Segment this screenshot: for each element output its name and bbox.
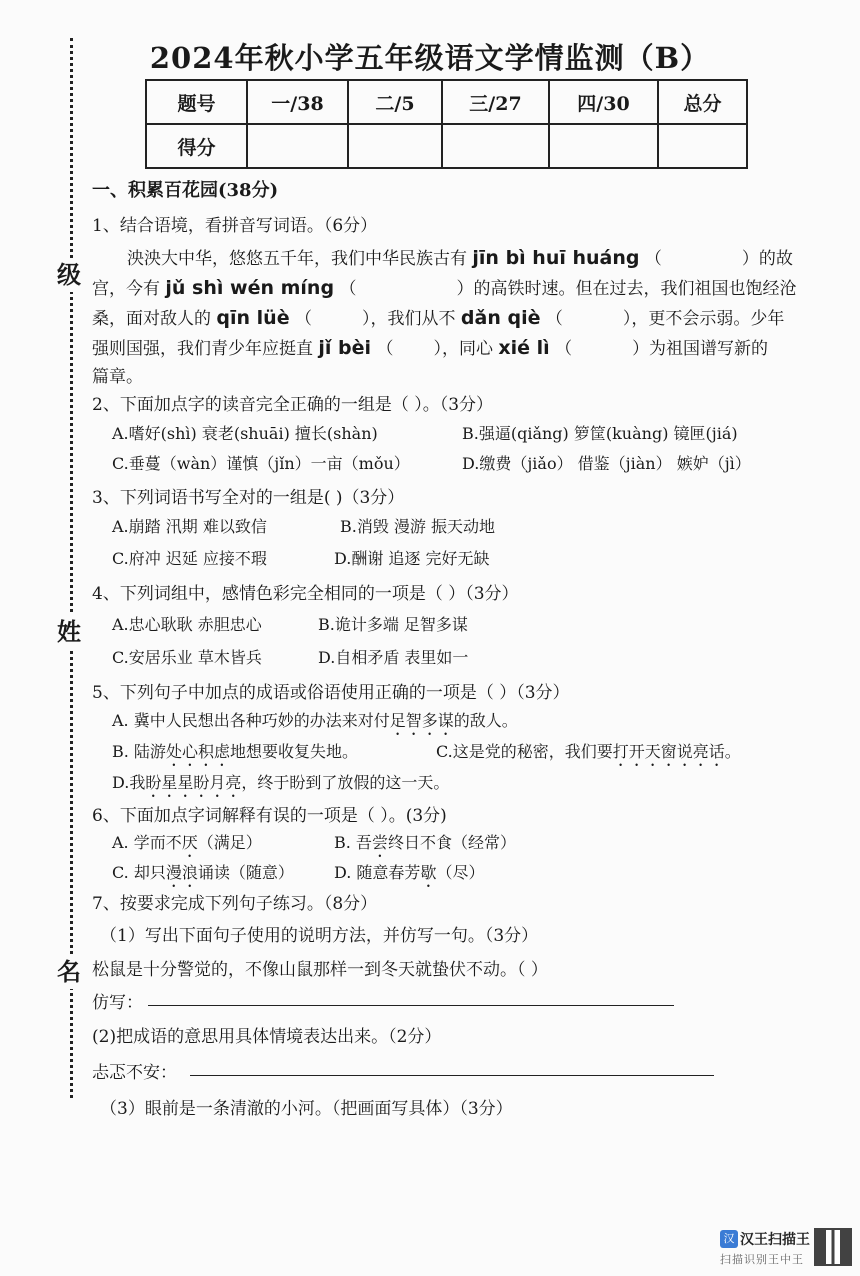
- q1-text: ），更不会示弱。少年: [622, 309, 785, 329]
- option-text: C.这是党的秘密，我们要: [436, 742, 613, 761]
- q7-part-1: （1）写出下面句子使用的说明方法，并仿写一句。（3分）: [100, 926, 539, 946]
- section-heading: 一、积累百花园(38分): [92, 180, 279, 201]
- q5-option-b: [112, 739, 358, 770]
- paren: （: [545, 309, 563, 329]
- dotted-phrase: 盼星星盼月亮: [145, 773, 242, 792]
- dotted-phrase: 足智多谋: [389, 711, 454, 730]
- scanner-brand: 汉王扫描王: [740, 1231, 810, 1248]
- page-title: 2024年秋小学五年级语文学情监测（B）: [149, 41, 711, 75]
- dotted-char: 歇: [420, 863, 437, 882]
- binding-dotted-line: [70, 38, 73, 1098]
- option-text: C. 却只: [112, 863, 166, 882]
- imitation-answer-line[interactable]: [148, 1005, 674, 1006]
- imitation-label: 仿写：: [92, 993, 143, 1013]
- option-text: D.我: [112, 773, 146, 792]
- paren: （: [644, 249, 662, 269]
- qr-code-icon: [814, 1228, 852, 1266]
- score-cell[interactable]: [348, 124, 442, 168]
- score-table-header-row: [146, 80, 747, 124]
- option-text: 终日不食（经常）: [387, 833, 516, 852]
- q7-part-3: （3）眼前是一条清澈的小河。（把画面写具体）（3分）: [100, 1099, 513, 1119]
- q6-option-a: [112, 830, 262, 861]
- q6-option-c: [112, 860, 294, 891]
- paren: （: [339, 279, 357, 299]
- q5-option-a: [112, 708, 518, 739]
- score-header-cell: 三/27: [442, 80, 549, 124]
- score-cell[interactable]: [247, 124, 348, 168]
- pinyin: jǔ shì wén míng: [165, 277, 335, 299]
- q1-text: 宫，今有: [92, 279, 160, 299]
- score-header-cell: 二/5: [348, 80, 442, 124]
- question-3-title: 3、下列词语书写全对的一组是( )（3分）: [92, 488, 405, 508]
- scanner-slogan: 扫描识别王中王: [720, 1252, 804, 1266]
- option-text: 地想要收复失地。: [229, 742, 358, 761]
- idiom-label: 忐忑不安：: [92, 1063, 177, 1083]
- dotted-char: 尝: [371, 833, 388, 852]
- margin-label-name: 名: [54, 955, 84, 989]
- score-header-cell: 题号: [146, 80, 247, 124]
- option-text: （尽）: [436, 863, 485, 882]
- score-header-cell: 四/30: [549, 80, 658, 124]
- q6-option-d: [334, 860, 484, 891]
- pinyin: xié lì: [498, 337, 550, 359]
- option-text: 的敌人。: [453, 711, 518, 730]
- score-header-cell: 总分: [658, 80, 747, 124]
- margin-label-surname: 姓: [54, 615, 84, 649]
- pinyin: jǐ bèi: [318, 337, 372, 359]
- q4-option-a: A.忠心耿耿 赤胆忠心: [112, 615, 262, 634]
- q5-option-c: [436, 739, 741, 770]
- q1-text: 强则国强，我们青少年应挺直: [92, 339, 313, 359]
- score-cell[interactable]: [442, 124, 549, 168]
- q1-line-1: [127, 244, 793, 269]
- score-row-label: 得分: [146, 124, 247, 168]
- idiom-answer-line[interactable]: [190, 1075, 714, 1076]
- q1-text: ）的故: [741, 249, 793, 269]
- q2-option-c: C.垂蔓（wàn）谨慎（jǐn）一亩（mǒu）: [112, 454, 410, 473]
- score-cell[interactable]: [658, 124, 747, 168]
- q7-sentence: 松鼠是十分警觉的，不像山鼠那样一到冬天就蛰伏不动。（ ）: [92, 960, 548, 980]
- pinyin: jīn bì huī huáng: [472, 247, 640, 269]
- question-7-title: 7、按要求完成下列句子练习。（8分）: [92, 894, 378, 914]
- option-text: 。: [724, 742, 741, 761]
- q4-option-b: B.诡计多端 足智多谋: [318, 615, 468, 634]
- q3-option-b: B.消毁 漫游 振天动地: [340, 517, 496, 536]
- option-text: （满足）: [197, 833, 262, 852]
- dotted-char: 漫浪: [165, 863, 198, 882]
- q5-option-d: [112, 770, 449, 801]
- score-table-score-row: [146, 124, 747, 168]
- q6-option-b: [334, 830, 516, 861]
- q1-line-3: [92, 304, 784, 329]
- q3-option-d: D.酬谢 追逐 完好无缺: [334, 549, 490, 568]
- q1-line-2: [92, 274, 796, 299]
- q2-option-d: D.缴费（jiǎo） 借鉴（jiàn） 嫉妒（jì）: [462, 454, 751, 473]
- q1-line-5: 篇章。: [92, 367, 143, 387]
- option-text: ，终于盼到了放假的这一天。: [241, 773, 450, 792]
- option-text: A. 冀中人民想出各种巧妙的办法来对付: [112, 711, 390, 730]
- question-2-title: 2、下面加点字的读音完全正确的一组是（ ）。（3分）: [92, 395, 494, 415]
- paren: （: [295, 309, 312, 329]
- q1-text: ），我们从不: [362, 309, 456, 329]
- option-text: A. 学而不: [112, 833, 182, 852]
- q7-part-2: (2)把成语的意思用具体情境表达出来。（2分）: [92, 1027, 442, 1047]
- dotted-phrase: 打开天窗说亮话: [612, 742, 725, 761]
- q3-option-a: A.崩踏 汛期 难以致信: [112, 517, 267, 536]
- q1-line-4: [92, 334, 768, 359]
- margin-label-class: 级: [54, 258, 84, 292]
- q4-option-d: D.自相矛盾 表里如一: [318, 648, 469, 667]
- q1-text: 泱泱大中华，悠悠五千年，我们中华民族古有: [127, 249, 467, 269]
- pinyin: qīn lüè: [216, 307, 290, 329]
- q3-option-c: C.府冲 迟延 应接不瑕: [112, 549, 267, 568]
- question-1-title: 1、结合语境，看拼音写词语。（6分）: [92, 216, 378, 236]
- q1-text: ）为祖国谱写新的: [632, 339, 769, 359]
- option-text: D. 随意春芳: [334, 863, 421, 882]
- q1-text: 桑，面对敌人的: [92, 309, 211, 329]
- pinyin: dǎn qiè: [460, 307, 541, 329]
- scanner-logo-icon: 汉: [720, 1230, 738, 1248]
- score-cell[interactable]: [549, 124, 658, 168]
- paren: （: [555, 339, 573, 359]
- dotted-char: 厌: [181, 833, 198, 852]
- option-text: 诵读（随意）: [197, 863, 294, 882]
- question-4-title: 4、下列词组中，感情色彩完全相同的一项是（ ）（3分）: [92, 584, 519, 604]
- q4-option-c: C.安居乐业 草木皆兵: [112, 648, 262, 667]
- option-text: B. 吾: [334, 833, 372, 852]
- dotted-phrase: 处心积虑: [165, 742, 230, 761]
- q2-option-b: B.强逼(qiǎng) 箩筐(kuàng) 镜匣(jiá): [462, 424, 738, 443]
- paren: （: [376, 339, 394, 359]
- question-6-title: 6、下面加点字词解释有误的一项是（ ）。(3分): [92, 806, 447, 826]
- q2-option-a: A.嗜好(shì) 衰老(shuāi) 擅长(shàn): [112, 424, 378, 443]
- option-text: B. 陆游: [112, 742, 166, 761]
- q1-text: ），同心: [433, 339, 493, 359]
- q1-text: ）的高铁时速。但在过去，我们祖国也饱经沧: [456, 279, 797, 299]
- scanner-watermark: [720, 1228, 810, 1267]
- score-table: [145, 79, 748, 169]
- question-5-title: 5、下列句子中加点的成语或俗语使用正确的一项是（ ）（3分）: [92, 683, 570, 703]
- score-header-cell: 一/38: [247, 80, 348, 124]
